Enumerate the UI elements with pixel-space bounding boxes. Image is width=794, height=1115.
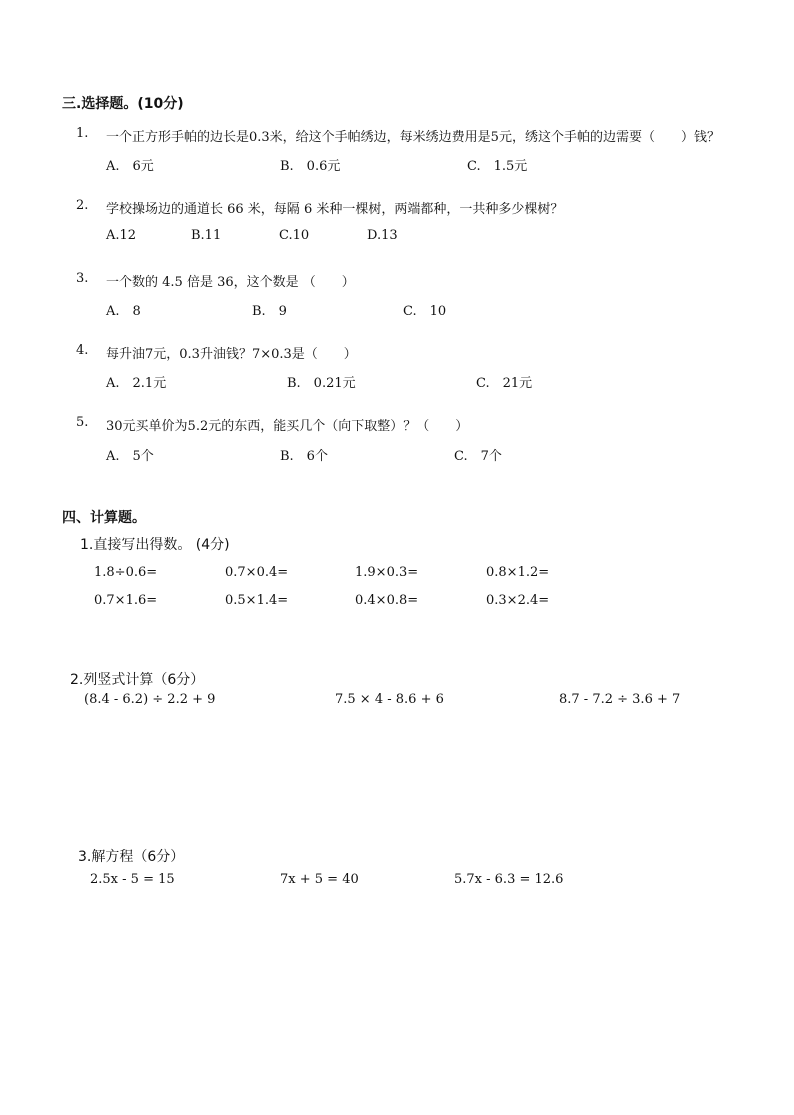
question-2-option-d: D.13 bbox=[367, 228, 398, 243]
question-1-option-c: C. 1.5元 bbox=[467, 159, 528, 174]
section-3-title: 三.选择题。(10分) bbox=[62, 96, 184, 112]
question-1-option-b: B. 0.6元 bbox=[280, 159, 341, 174]
mental-calc-5: 0.7×1.6= bbox=[94, 593, 158, 608]
question-3-option-a: A. 8 bbox=[106, 304, 141, 319]
vertical-calc-3: 8.7 - 7.2 ÷ 3.6 + 7 bbox=[559, 692, 681, 707]
question-4-option-c: C. 21元 bbox=[476, 376, 533, 391]
question-2-text: 学校操场边的通道长 66 米，每隔 6 米种一棵树，两端都种，一共种多少棵树？ bbox=[106, 202, 564, 217]
question-5-option-b: B. 6个 bbox=[280, 449, 328, 464]
question-2-number: 2. bbox=[76, 198, 89, 213]
question-5-option-a: A. 5个 bbox=[106, 449, 154, 464]
vertical-calc-1: (8.4 - 6.2) ÷ 2.2 + 9 bbox=[84, 692, 216, 707]
mental-calc-3: 1.9×0.3= bbox=[355, 565, 419, 580]
question-3-text: 一个数的 4.5 倍是 36，这个数是 （ ） bbox=[106, 275, 355, 290]
question-4-text: 每升油7元，0.3升油钱？7×0.3是（ ） bbox=[106, 347, 357, 362]
part-3-title: 3.解方程（6分） bbox=[78, 849, 185, 865]
mental-calc-7: 0.4×0.8= bbox=[355, 593, 419, 608]
question-4-number: 4. bbox=[76, 343, 89, 358]
question-1-option-a: A. 6元 bbox=[106, 159, 154, 174]
question-3-option-c: C. 10 bbox=[403, 304, 447, 319]
question-4-option-b: B. 0.21元 bbox=[287, 376, 356, 391]
mental-calc-2: 0.7×0.4= bbox=[225, 565, 289, 580]
question-5-text: 30元买单价为5.2元的东西，能买几个（向下取整）？（ ） bbox=[106, 419, 469, 434]
part-1-title: 1.直接写出得数。 (4分) bbox=[80, 537, 230, 553]
question-5-option-c: C. 7个 bbox=[454, 449, 502, 464]
equation-2: 7x + 5 = 40 bbox=[280, 872, 359, 887]
question-2-option-b: B.11 bbox=[191, 228, 222, 243]
mental-calc-8: 0.3×2.4= bbox=[486, 593, 550, 608]
equation-3: 5.7x - 6.3 = 12.6 bbox=[454, 872, 564, 887]
mental-calc-1: 1.8÷0.6= bbox=[94, 565, 158, 580]
question-3-option-b: B. 9 bbox=[252, 304, 287, 319]
section-4-title: 四、计算题。 bbox=[62, 510, 146, 526]
equation-1: 2.5x - 5 = 15 bbox=[90, 872, 175, 887]
question-5-number: 5. bbox=[76, 415, 89, 430]
mental-calc-4: 0.8×1.2= bbox=[486, 565, 550, 580]
mental-calc-6: 0.5×1.4= bbox=[225, 593, 289, 608]
part-2-title: 2.列竖式计算（6分） bbox=[70, 672, 205, 688]
question-4-option-a: A. 2.1元 bbox=[106, 376, 167, 391]
question-3-number: 3. bbox=[76, 271, 89, 286]
question-1-text: 一个正方形手帕的边长是0.3米，给这个手帕绣边，每米绣边费用是5元，绣这个手帕的边需要（ ）钱？ bbox=[106, 130, 720, 145]
question-2-option-a: A.12 bbox=[106, 228, 137, 243]
question-2-option-c: C.10 bbox=[279, 228, 310, 243]
question-1-number: 1. bbox=[76, 126, 89, 141]
vertical-calc-2: 7.5 × 4 - 8.6 + 6 bbox=[335, 692, 444, 707]
